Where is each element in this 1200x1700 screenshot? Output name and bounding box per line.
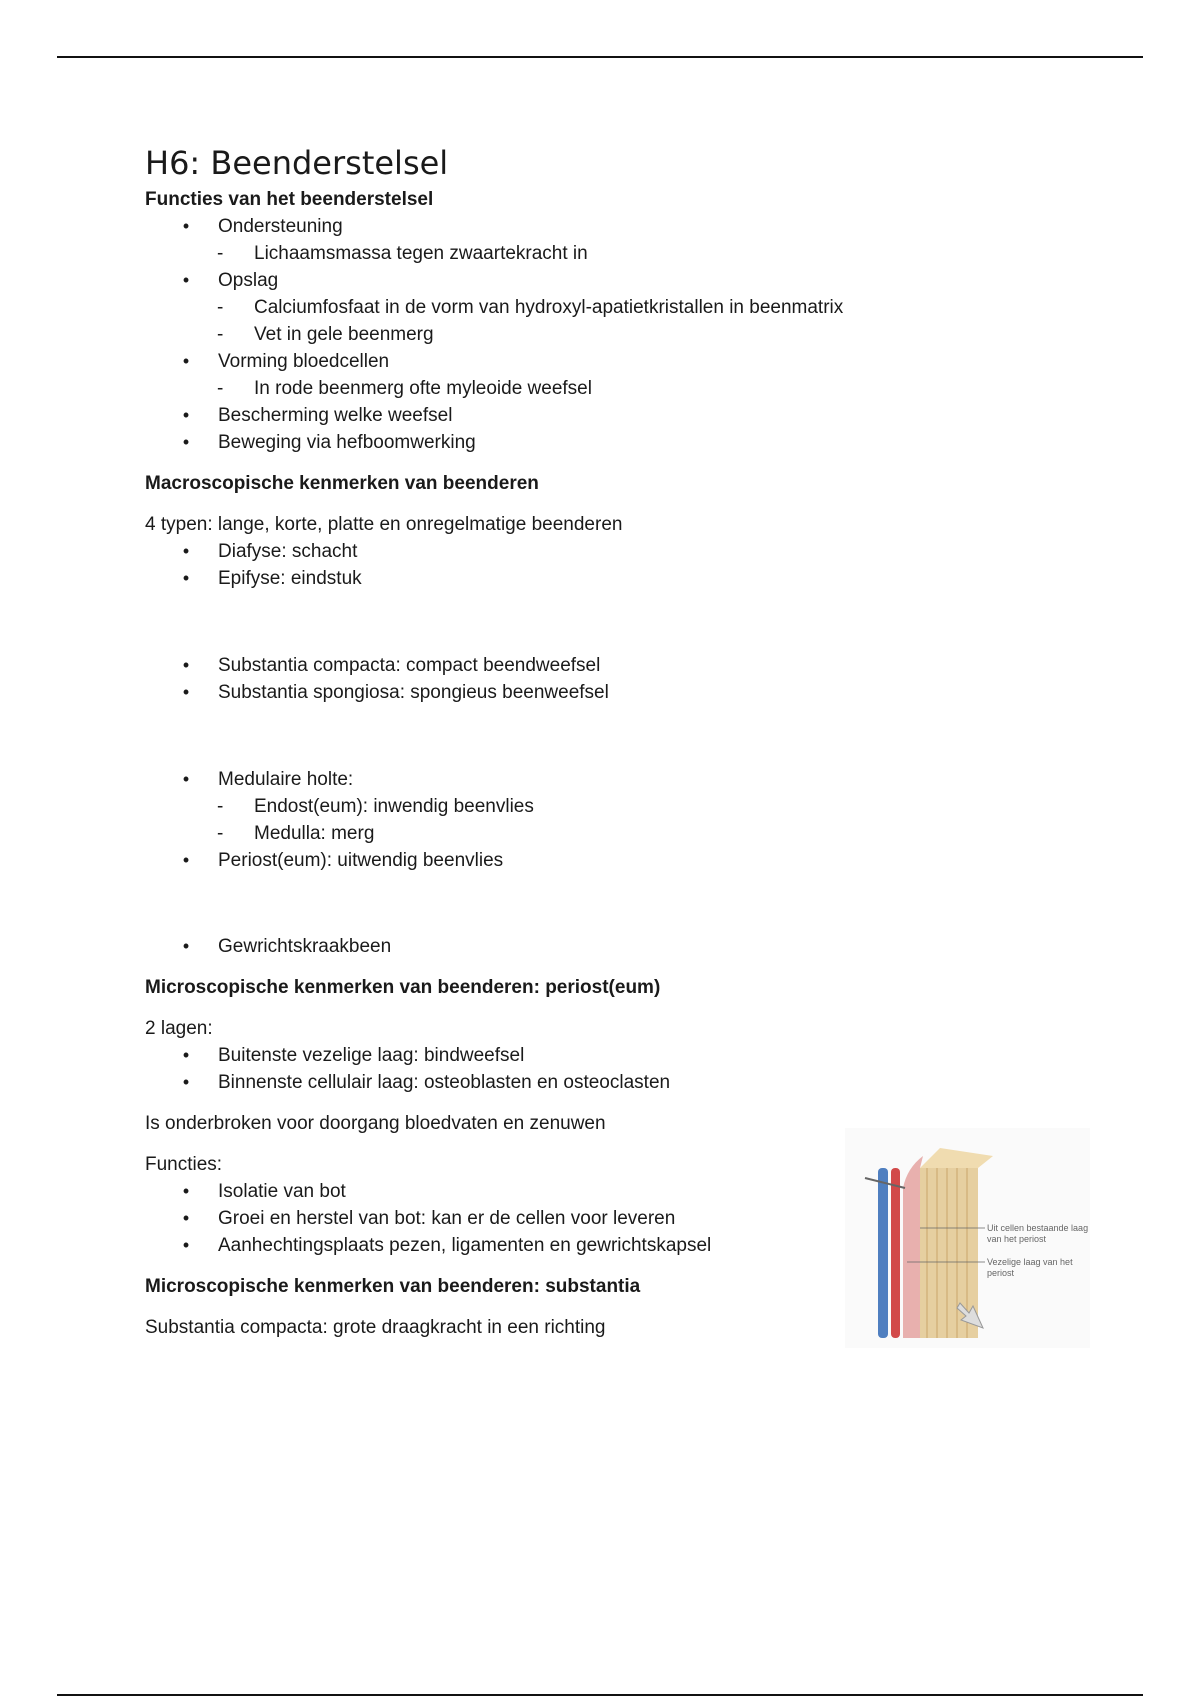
- list-item: • Diafyse: schacht: [145, 538, 1105, 565]
- list-item: • Periost(eum): uitwendig beenvlies: [145, 847, 1105, 874]
- bullet-icon: •: [182, 1181, 190, 1201]
- bullet-icon: •: [182, 936, 190, 956]
- list-item: • Isolatie van bot: [145, 1178, 1105, 1205]
- dash-icon: -: [217, 243, 224, 264]
- periost-illustration: [845, 1128, 1090, 1348]
- bullet-icon: •: [182, 1072, 190, 1092]
- list-item: • Aanhechtingsplaats pezen, ligamenten en gewrichtskapsel: [145, 1232, 1105, 1259]
- list-item: • Ondersteuning: [145, 213, 1105, 240]
- macro-intro: 4 typen: lange, korte, platte en onregelmatige beenderen: [145, 514, 623, 535]
- heading-functies: Functies van het beenderstelsel: [145, 189, 434, 210]
- macro-group-3: [145, 766, 1105, 874]
- dash-icon: -: [217, 378, 224, 399]
- periost-functies-label: Functies:: [145, 1154, 223, 1175]
- vein-icon: [878, 1168, 888, 1338]
- list-item: • Epifyse: eindstuk: [145, 565, 1105, 592]
- dash-icon: -: [217, 823, 224, 844]
- periosteum-layer: [903, 1156, 923, 1338]
- bullet-icon: •: [182, 850, 190, 870]
- footer-rule: [57, 1694, 1143, 1696]
- dash-icon: -: [217, 324, 224, 345]
- list-item: • Bescherming welke weefsel: [145, 402, 1105, 429]
- bullet-icon: •: [182, 769, 190, 789]
- bullet-icon: •: [182, 1235, 190, 1255]
- periost-intro: 2 lagen:: [145, 1018, 213, 1039]
- list-item: • Substantia compacta: compact beendweefsel: [145, 652, 1105, 679]
- macro-group-2: [145, 652, 1105, 706]
- bullet-icon: •: [182, 270, 190, 290]
- list-item: • Groei en herstel van bot: kan er de cellen voor leveren: [145, 1205, 1105, 1232]
- sub-item: - Endost(eum): inwendig beenvlies: [145, 793, 1105, 820]
- list-item: • Opslag: [145, 267, 1105, 294]
- list-item: • Buitenste vezelige laag: bindweefsel: [145, 1042, 1105, 1069]
- list-item: • Medulaire holte:: [145, 766, 1105, 793]
- heading-periost: Microscopische kenmerken van beenderen: periost(eum): [145, 977, 661, 998]
- bullet-icon: •: [182, 655, 190, 675]
- sub-item: - Medulla: merg: [145, 820, 1105, 847]
- macro-group-4: [145, 933, 1105, 960]
- periost-onderbroken: Is onderbroken voor doorgang bloedvaten en zenuwen: [145, 1113, 606, 1134]
- bone-top-face: [920, 1148, 993, 1168]
- figure-label-cellular: Uit cellen bestaande laag van het periost: [987, 1223, 1089, 1244]
- dash-icon: -: [217, 796, 224, 817]
- bullet-icon: •: [182, 541, 190, 561]
- artery-icon: [891, 1168, 900, 1338]
- list-item: • Beweging via hefboomwerking: [145, 429, 1105, 456]
- list-item: • Vorming bloedcellen: [145, 348, 1105, 375]
- sub-item: - Lichaamsmassa tegen zwaartekracht in: [145, 240, 1105, 267]
- bullet-icon: •: [182, 216, 190, 236]
- header-rule: [57, 56, 1143, 58]
- sub-item: - Vet in gele beenmerg: [145, 321, 1105, 348]
- sub-item: - Calciumfosfaat in de vorm van hydroxyl-apatietkristallen in beenmatrix: [145, 294, 1105, 321]
- bullet-icon: •: [182, 351, 190, 371]
- list-item: • Binnenste cellulair laag: osteoblasten en osteoclasten: [145, 1069, 1105, 1096]
- substantia-text: Substantia compacta: grote draagkracht in een richting: [145, 1317, 606, 1338]
- figure-label-fibrous: Vezelige laag van het periost: [987, 1257, 1073, 1278]
- list-item: • Gewrichtskraakbeen: [145, 933, 1105, 960]
- bullet-icon: •: [182, 432, 190, 452]
- bullet-icon: •: [182, 682, 190, 702]
- macro-group-1: [145, 538, 1105, 592]
- bullet-icon: •: [182, 1208, 190, 1228]
- page-title: H6: Beenderstelsel: [145, 144, 449, 182]
- heading-substantia: Microscopische kenmerken van beenderen: substantia: [145, 1276, 641, 1297]
- list-item: • Substantia spongiosa: spongieus beenweefsel: [145, 679, 1105, 706]
- bullet-icon: •: [182, 405, 190, 425]
- periost-lagen: [145, 1042, 1105, 1096]
- sub-item: - In rode beenmerg ofte myleoide weefsel: [145, 375, 1105, 402]
- bullet-icon: •: [182, 568, 190, 588]
- heading-macro: Macroscopische kenmerken van beenderen: [145, 473, 539, 494]
- functies-list: [145, 213, 1105, 456]
- bullet-icon: •: [182, 1045, 190, 1065]
- dash-icon: -: [217, 297, 224, 318]
